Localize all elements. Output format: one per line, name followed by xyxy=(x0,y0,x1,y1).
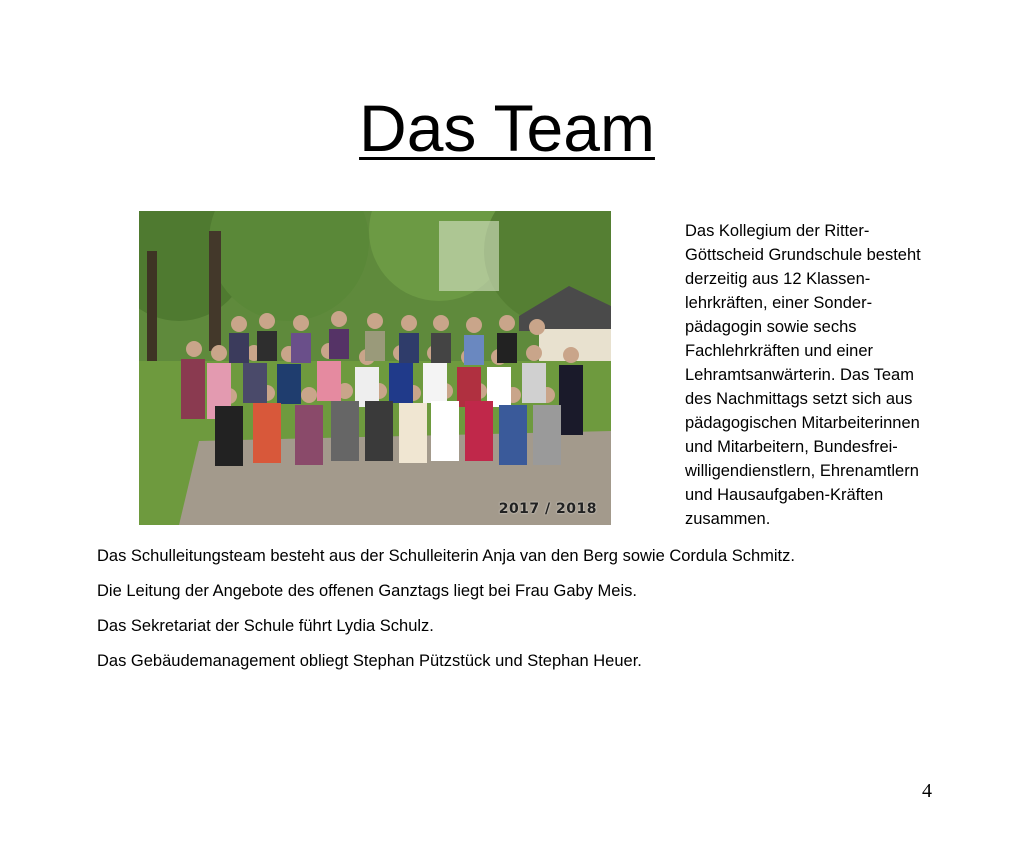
description-line: pädagogischen Mitarbeiterinnen xyxy=(685,414,920,432)
description-line: Lehramtsanwärterin. Das Team xyxy=(685,366,914,384)
photo-year-caption: 2017 / 2018 xyxy=(498,501,597,517)
slide-title: Das Team xyxy=(359,91,655,165)
description-line: Göttscheid Grundschule besteht xyxy=(685,246,921,264)
description-line: pädagogin sowie sechs xyxy=(685,318,857,336)
team-photo xyxy=(139,211,611,525)
team-description xyxy=(685,219,985,531)
description-line: des Nachmittags setzt sich aus xyxy=(685,390,913,408)
description-line: Das Kollegium der Ritter- xyxy=(685,222,870,240)
description-line: Fachlehrkräften und einer xyxy=(685,342,874,360)
description-line: zusammen. xyxy=(685,510,771,528)
page-number: 4 xyxy=(922,780,932,802)
description-line: und Hausaufgaben-Kräften xyxy=(685,486,884,504)
paragraph-ganztag: Die Leitung der Angebote des offenen Ganztags liegt bei Frau Gaby Meis. xyxy=(97,582,637,600)
paragraph-secretariat: Das Sekretariat der Schule führt Lydia Schulz. xyxy=(97,617,434,635)
description-line: willigendienstlern, Ehrenamtlern xyxy=(685,462,919,480)
description-line: und Mitarbeitern, Bundesfrei- xyxy=(685,438,898,456)
description-line: lehrkräften, einer Sonder- xyxy=(685,294,873,312)
info-paragraphs xyxy=(97,545,977,685)
paragraph-building-management: Das Gebäudemanagement obliegt Stephan Pützstück und Stephan Heuer. xyxy=(97,652,642,670)
description-line: derzeitig aus 12 Klassen- xyxy=(685,270,871,288)
paragraph-leadership: Das Schulleitungsteam besteht aus der Schulleiterin Anja van den Berg sowie Cordula Schmitz. xyxy=(97,547,795,565)
